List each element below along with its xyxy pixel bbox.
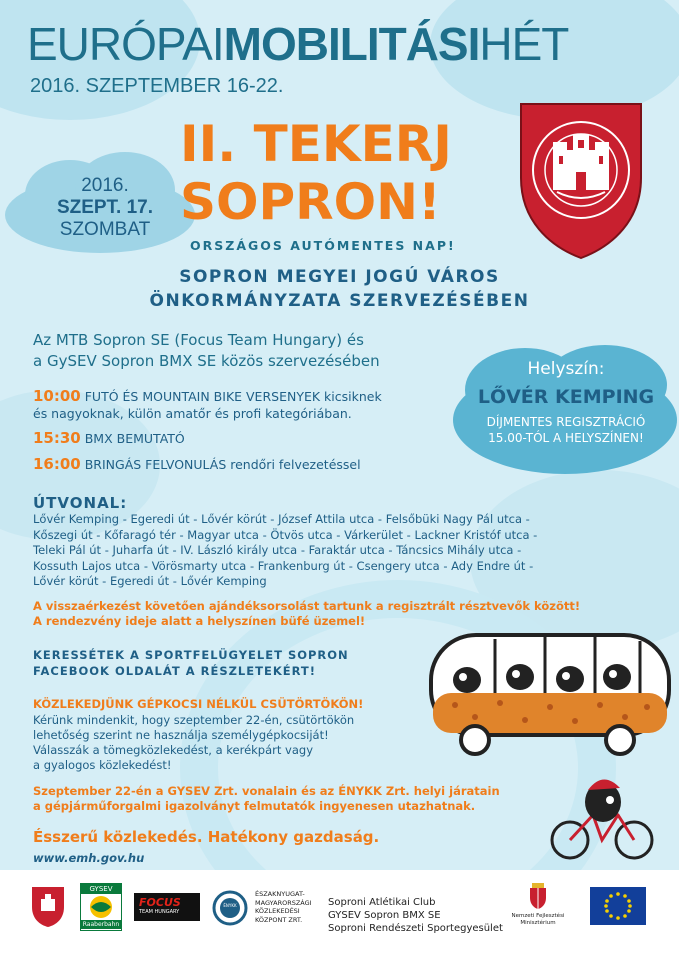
week-dates: 2016. SZEPTEMBER 16-22. — [30, 75, 284, 97]
enykk-text-line: ÉSZAKNYUGAT- — [255, 890, 305, 898]
gysev-emblem-icon — [81, 894, 121, 920]
route-line: Lővér Kemping - Egeredi út - Lővér körút - József Attila utca - Felsőbüki Nagy Pál utca - — [33, 512, 530, 526]
title-part-het: HÉT — [479, 18, 569, 70]
focus-logo — [134, 893, 200, 921]
notice-line1: A visszaérkezést követően ajándéksorsolást tartunk a regisztrált résztvevők között! — [33, 599, 581, 613]
event-title — [180, 115, 452, 231]
event-subtitle: ORSZÁGOS AUTÓMENTES NAP! — [190, 238, 456, 253]
facebook-line2: FACEBOOK OLDALÁT A RÉSZLETEKÉRT! — [33, 664, 317, 678]
route-title: ÚTVONAL: — [33, 494, 128, 512]
schedule-detail: kicsiknek — [320, 389, 382, 404]
registration-line2: 15.00-TÓL A HELYSZÍNEN! — [488, 431, 644, 445]
carfree-line: Válasszák a tömegközlekedést, a kerékpárt vagy — [33, 743, 314, 757]
route-line: Teleki Pál út - Juharfa út - IV. László király utca - Faraktár utca - Táncsics Mihály utca - — [33, 543, 522, 557]
carfree-line: lehetőség szerint ne használja személygépkocsiját! — [33, 728, 329, 742]
location-name: LŐVÉR KEMPING — [477, 386, 655, 408]
enykk-text-line: MAGYARORSZÁGI — [255, 898, 312, 907]
club-name: Soproni Rendészeti Sportegyesület — [328, 923, 503, 934]
slogan: Ésszerű közlekedés. Hatékony gazdaság. — [33, 828, 380, 846]
title-part-mobilitasi: MOBILITÁSI — [223, 18, 480, 70]
facebook-notice — [33, 647, 349, 679]
ministry-line: Minisztérium — [520, 920, 556, 926]
hungary-coat-of-arms-icon — [528, 882, 548, 910]
bus-illustration — [425, 625, 675, 760]
club-name: Soproni Atlétikai Club — [328, 897, 436, 908]
event-weekday: SZOMBAT — [59, 219, 151, 240]
co-organizer-line2: a GySEV Sopron BMX SE közös szervezésében — [33, 352, 380, 370]
carfree-text — [33, 713, 433, 773]
route-line: Kőszegi út - Kőfaragó tér - Magyar utca - Ötvös utca - Várkerület - Lackner Kristóf utca - — [33, 527, 538, 542]
schedule-time: 16:00 — [33, 455, 81, 473]
ministry-name — [500, 913, 576, 927]
schedule-detail: rendőri felvezetéssel — [226, 457, 361, 472]
co-organizer — [33, 330, 380, 372]
schedule-activity: FUTÓ ÉS MOUNTAIN BIKE VERSENYEK — [84, 389, 321, 404]
organizer-line1: SOPRON MEGYEI JOGÚ VÁROS — [179, 267, 500, 287]
eu-flag-icon — [590, 887, 646, 925]
schedule-activity: BMX BEMUTATÓ — [84, 431, 185, 446]
carfree-title: KÖZLEKEDJÜNK GÉPKOCSI NÉLKÜL CSÜTÖRTÖKÖN! — [33, 697, 364, 711]
route-list — [33, 512, 633, 590]
website-link[interactable]: www.emh.gov.hu — [33, 851, 145, 865]
notice-line2: A rendezvény ideje alatt a helyszínen büfé üzemel! — [33, 614, 366, 628]
registration-line1: DÍJMENTES REGISZTRÁCIÓ — [486, 415, 646, 429]
carfree-line: Kérünk mindenkit, hogy szeptember 22-én, csütörtökön — [33, 713, 355, 727]
club-name: GYSEV Sopron BMX SE — [328, 910, 441, 921]
schedule-detail-line2: és nagyoknak, külön amatőr és profi kategóriában. — [33, 406, 352, 421]
organizer-line2: ÖNKORMÁNYZATA SZERVEZÉSÉBEN — [149, 291, 530, 311]
schedule-activity: BRINGÁS FELVONULÁS — [84, 457, 227, 472]
event-year: 2016. — [81, 175, 129, 196]
sopron-crest-small-icon — [30, 885, 66, 929]
enykk-emblem-text: ÉNYKK — [223, 903, 237, 908]
transport-line1: Szeptember 22-én a GYSEV Zrt. vonalain és az ÉNYKK Zrt. helyi járatain — [33, 784, 500, 798]
enykk-text-line: KÖZLEKEDÉSI — [255, 907, 300, 915]
cyclist-illustration — [548, 770, 658, 865]
gysev-logo-bottom: Raaberbahn — [82, 921, 120, 928]
enykk-emblem-icon — [212, 890, 248, 926]
schedule-time: 10:00 — [33, 387, 81, 405]
schedule-item — [33, 430, 185, 447]
location-label: Helyszín: — [527, 359, 605, 379]
event-day: SZEPT. 17. — [56, 197, 154, 218]
event-date — [30, 175, 180, 241]
event-title-line1: II. TEKERJ — [180, 115, 452, 173]
focus-logo-sub: TEAM HUNGARY — [139, 909, 180, 915]
sopron-crest-icon — [517, 100, 645, 260]
co-organizer-line1: Az MTB Sopron SE (Focus Team Hungary) és — [33, 331, 364, 349]
route-line: Kossuth Lajos utca - Vörösmarty utca - Frankenburg út - Csengery utca - Ady Endre út - — [33, 558, 534, 573]
page-title — [27, 17, 568, 71]
carfree-line: a gyalogos közlekedést! — [33, 758, 172, 772]
focus-logo-text: FOCUS — [139, 896, 181, 909]
schedule-item — [33, 388, 382, 422]
transport-line2: a gépjárműforgalmi igazolványt felmutatók ingyenesen utazhatnak. — [33, 799, 476, 813]
title-part-europai: EURÓPAI — [27, 18, 224, 70]
enykk-text-line: KÖZPONT ZRT. — [255, 915, 303, 924]
gysev-logo-top: GYSEV — [81, 884, 121, 894]
route-line: Lővér körút - Egeredi út - Lővér Kemping — [33, 574, 267, 588]
organizer — [0, 265, 679, 313]
ministry-line: Nemzeti Fejlesztési — [511, 913, 565, 919]
transport-notice — [33, 784, 500, 814]
schedule-time: 15:30 — [33, 429, 81, 447]
location — [455, 358, 677, 446]
gysev-logo — [80, 883, 122, 931]
event-title-line2: SOPRON! — [180, 173, 441, 231]
club-list — [328, 896, 503, 935]
enykk-text — [255, 890, 312, 924]
schedule-item — [33, 456, 361, 473]
facebook-line1: KERESSÉTEK A SPORTFELÜGYELET SOPRON — [33, 648, 349, 662]
